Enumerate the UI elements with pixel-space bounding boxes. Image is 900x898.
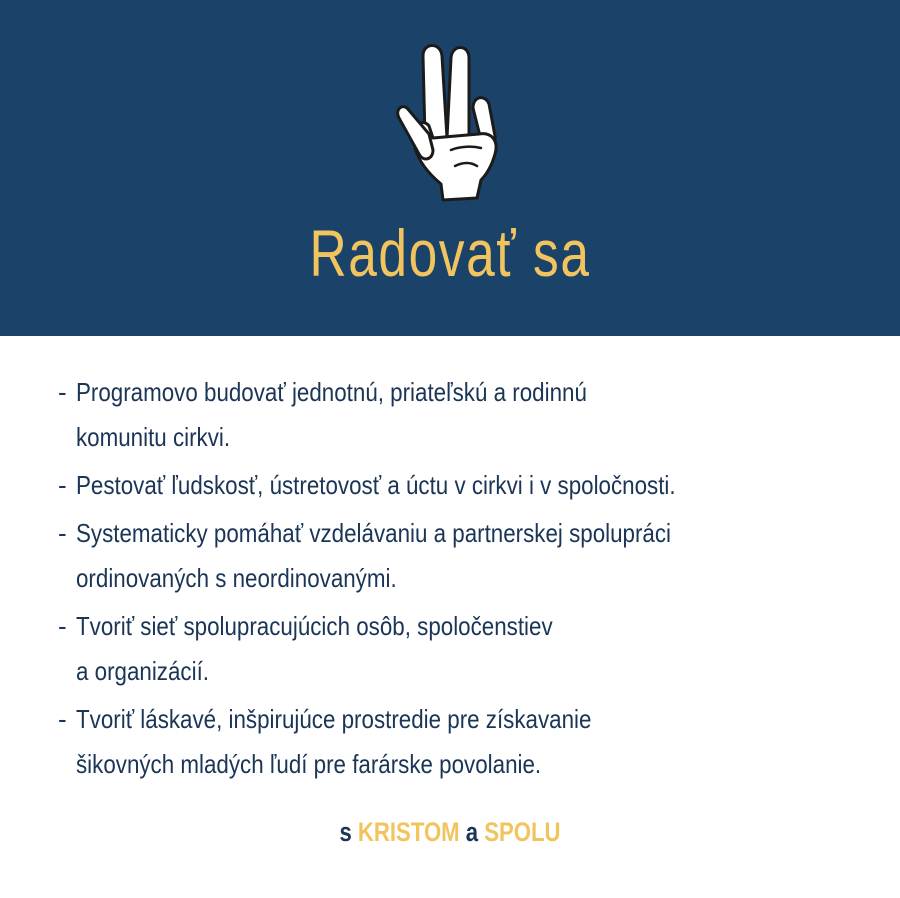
list-item-text (76, 697, 766, 787)
list-item-line: Tvoriť sieť spolupracujúcich osôb, spoločenstiev (76, 611, 553, 641)
list-item (58, 370, 878, 460)
dash-bullet: - (58, 611, 67, 641)
list-item-line: a organizácií. (76, 656, 210, 686)
slogan-word: KRISTOM (357, 817, 460, 847)
list-item-line: komunitu cirkvi. (76, 422, 231, 452)
list-item-line: Programovo budovať jednotnú, priateľskú a rodinnú (76, 377, 587, 407)
three-fingers-hand-icon (385, 38, 515, 208)
list-item (58, 604, 878, 694)
footer-slogan (81, 812, 819, 852)
goals-list (58, 370, 878, 790)
list-item (58, 511, 878, 601)
list-item-text (76, 511, 766, 601)
dash-bullet: - (58, 518, 67, 548)
slogan-word: SPOLU (484, 817, 561, 847)
header-banner (0, 0, 900, 336)
list-item-text (76, 604, 766, 694)
list-item-text (76, 463, 766, 508)
dash-bullet: - (58, 470, 67, 500)
dash-bullet: - (58, 704, 67, 734)
dash-bullet: - (58, 377, 67, 407)
list-item-line: Tvoriť láskavé, inšpirujúce prostredie pre získavanie (76, 704, 592, 734)
list-item (58, 697, 878, 787)
list-item-line: Pestovať ľudskosť, ústretovosť a úctu v cirkvi i v spoločnosti. (76, 470, 676, 500)
slogan-word: a (465, 817, 479, 847)
slogan-word: s (339, 817, 352, 847)
list-item-line: ordinovaných s neordinovanými. (76, 563, 397, 593)
list-item (58, 463, 878, 508)
list-item-line: šikovných mladých ľudí pre farárske povolanie. (76, 749, 542, 779)
list-item-text (76, 370, 766, 460)
list-item-line: Systematicky pomáhať vzdelávaniu a partnerskej spolupráci (76, 518, 672, 548)
page-title: Radovať sa (309, 216, 591, 290)
